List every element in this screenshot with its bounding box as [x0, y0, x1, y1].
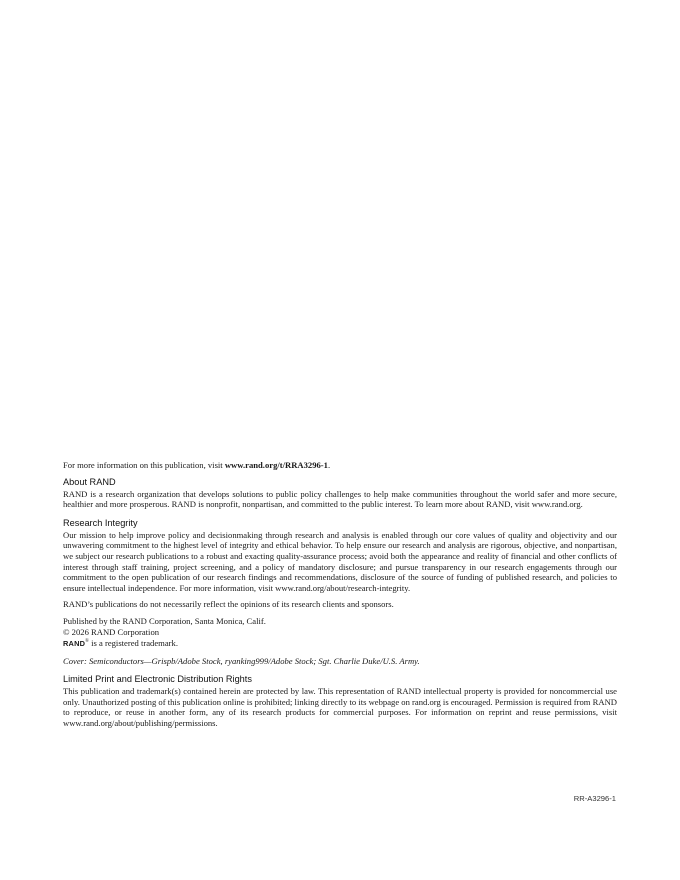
registered-mark: ®: [85, 639, 89, 645]
more-info-suffix: .: [327, 460, 331, 470]
distribution-rights-heading: Limited Print and Electronic Distribution Rights: [63, 674, 252, 685]
publisher-block: [63, 616, 617, 650]
copyright-page-content: [63, 460, 617, 729]
report-number: RR-A3296-1: [573, 794, 616, 803]
copyright-line: © 2026 RAND Corporation: [63, 626, 160, 637]
more-info-prefix: For more information on this publication, visit: [63, 460, 225, 470]
about-rand-body: RAND is a research organization that develops solutions to public policy challenges to help make communities throughout the world safer and more secure, healthier and more prosperous. RAND is nonprofit, nonpartisan, and committed to the public interest. To learn more about RAND, visit www.rand.org.: [63, 488, 617, 510]
more-info-line: [63, 460, 617, 471]
research-integrity-heading: Research Integrity: [63, 517, 138, 528]
trademark-line: [63, 637, 617, 649]
publication-url[interactable]: www.rand.org/t/RRA3296-1: [224, 460, 328, 470]
disclaimer-text: RAND’s publications do not necessarily reflect the opinions of its research clients and sponsors.: [63, 599, 394, 610]
trademark-text: is a registered trademark.: [88, 637, 178, 648]
rand-logo: RAND: [63, 638, 86, 648]
cover-credit: Cover: Semiconductors—Grispb/Adobe Stock, ryanking999/Adobe Stock; Sgt. Charlie Duke/U.S. Army.: [63, 655, 420, 666]
publisher-line: Published by the RAND Corporation, Santa Monica, Calif.: [63, 615, 266, 626]
research-integrity-body: Our mission to help improve policy and decisionmaking through research and analysis is enabled through our core values of quality and objectivity and our unwavering commitment to the highest level of integrity and ethical behavior. To help ensure our research and analysis are rigorous, objective, and nonpartisan, we subject our research publications to a robust and exacting quality-assurance process; avoid both the appearance and reality of financial and other conflicts of interest through staff training, project screening, and a policy of mandatory disclosure; and pursue transparency in our research engagements through our commitment to the open publication of our research findings and recommendations, disclosure of the source of funding of published research, and policies to ensure intellectual independence. For more information, visit www.rand.org/about/research-integrity.: [63, 529, 617, 593]
distribution-rights-body: This publication and trademark(s) contained herein are protected by law. This representation of RAND intellectual property is provided for noncommercial use only. Unauthorized posting of this publication online is prohibited; linking directly to its webpage on rand.org is encouraged. Permission is required from RAND to reproduce, or reuse in another form, any of its research products for commercial purposes. For information on reprint and reuse permissions, visit www.rand.org/about/publishing/permissions.: [63, 686, 617, 728]
about-rand-heading: About RAND: [63, 476, 116, 487]
